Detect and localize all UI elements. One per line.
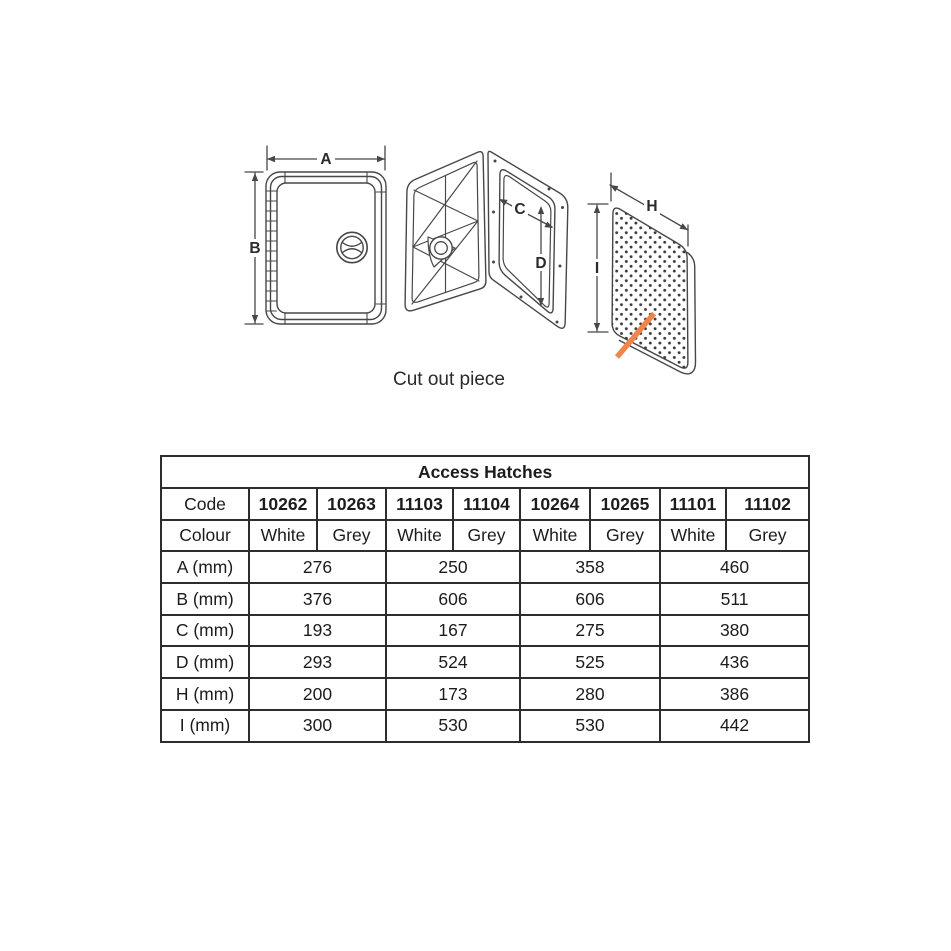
value-cell: 276 [249,551,386,583]
value-cell: 280 [520,678,660,710]
dim-label-b: B [249,240,261,257]
value-cell: 173 [386,678,520,710]
colour-cell: White [520,520,590,552]
table-row-dimension [161,646,809,678]
cutout-caption: Cut out piece [393,369,505,390]
panel-perforation-dots [612,208,688,368]
table-row-dimension [161,678,809,710]
hatch-frame [266,172,386,324]
value-cell: 275 [520,615,660,647]
dimension-b [245,172,264,324]
code-cell: 10264 [520,488,590,520]
row-label: D (mm) [161,646,249,678]
table-title: Access Hatches [161,456,809,488]
colour-cell: White [249,520,317,552]
open-hatch-diagram [405,151,568,328]
value-cell: 442 [660,710,809,742]
table-row-dimension [161,551,809,583]
value-cell: 511 [660,583,809,615]
dim-label-h: H [646,198,658,215]
table-row-codes [161,488,809,520]
dimension-a [267,146,385,170]
value-cell: 530 [386,710,520,742]
value-cell: 200 [249,678,386,710]
value-cell: 386 [660,678,809,710]
row-label-colour: Colour [161,520,249,552]
hatch-door-open [405,152,486,311]
code-cell: 11104 [453,488,520,520]
row-label: B (mm) [161,583,249,615]
value-cell: 606 [386,583,520,615]
value-cell: 167 [386,615,520,647]
colour-cell: White [386,520,453,552]
colour-cell: Grey [317,520,386,552]
colour-cell: Grey [726,520,809,552]
value-cell: 436 [660,646,809,678]
value-cell: 376 [249,583,386,615]
dim-label-i: I [594,260,600,277]
value-cell: 380 [660,615,809,647]
value-cell: 250 [386,551,520,583]
dimension-i [588,204,608,332]
table-row-dimension [161,615,809,647]
table-row-dimension [161,583,809,615]
value-cell: 293 [249,646,386,678]
access-hatches-table [160,455,810,743]
value-cell: 530 [520,710,660,742]
dim-label-c: C [514,201,526,218]
row-label-code: Code [161,488,249,520]
code-cell: 11101 [660,488,726,520]
value-cell: 460 [660,551,809,583]
colour-cell: White [660,520,726,552]
value-cell: 358 [520,551,660,583]
table-row-colours [161,520,809,552]
table-title-row [161,456,809,488]
value-cell: 193 [249,615,386,647]
row-label: C (mm) [161,615,249,647]
dim-label-a: A [320,151,332,168]
colour-cell: Grey [453,520,520,552]
value-cell: 606 [520,583,660,615]
value-cell: 524 [386,646,520,678]
row-label: I (mm) [161,710,249,742]
value-cell: 525 [520,646,660,678]
row-label: H (mm) [161,678,249,710]
hatch-frame-open [488,151,568,328]
latch-handle-icon [337,232,367,262]
dim-label-d: D [535,255,547,272]
row-label: A (mm) [161,551,249,583]
cutout-panel-diagram [588,173,696,374]
value-cell: 300 [249,710,386,742]
code-cell: 10263 [317,488,386,520]
code-cell: 11103 [386,488,453,520]
code-cell: 10262 [249,488,317,520]
code-cell: 11102 [726,488,809,520]
closed-hatch-diagram [245,146,386,324]
table-row-dimension [161,710,809,742]
colour-cell: Grey [590,520,660,552]
code-cell: 10265 [590,488,660,520]
